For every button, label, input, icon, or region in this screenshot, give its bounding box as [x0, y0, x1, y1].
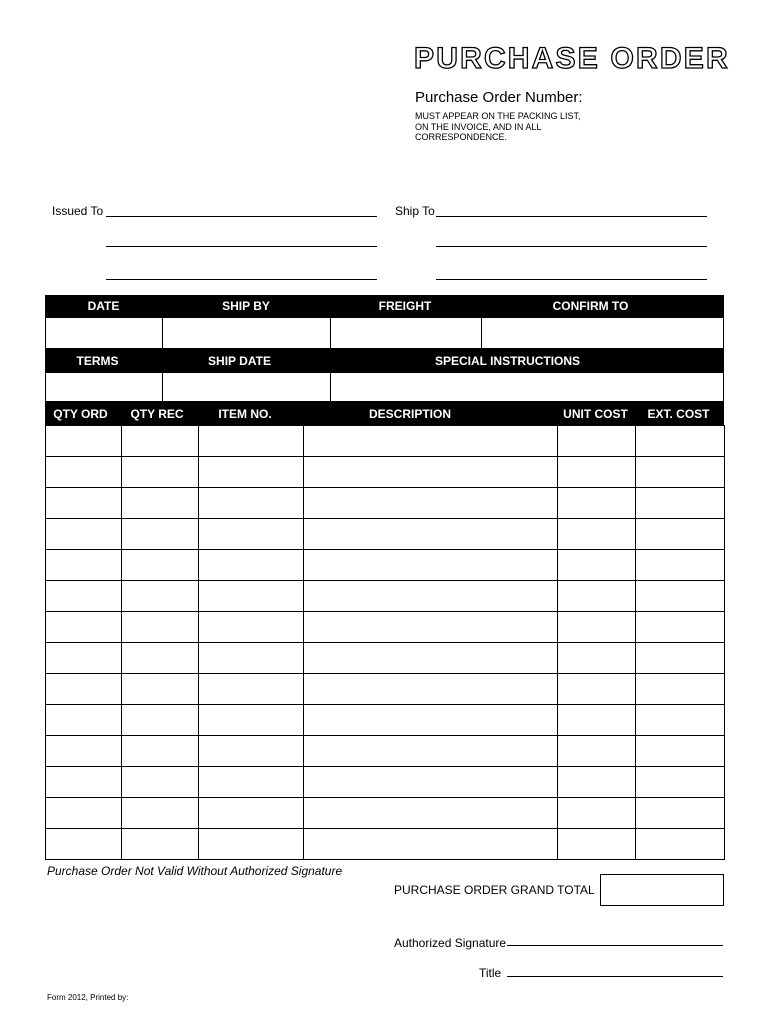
unit-cost-cell[interactable] [558, 767, 636, 798]
qty-rec-cell[interactable] [122, 829, 199, 860]
item-no-cell[interactable] [199, 519, 304, 550]
description-cell[interactable] [304, 767, 558, 798]
item-no-cell[interactable] [199, 643, 304, 674]
qty-ord-header: QTY ORD [53, 406, 108, 421]
ext-cost-cell[interactable] [636, 643, 725, 674]
qty-ord-cell[interactable] [46, 426, 122, 457]
qty-rec-cell[interactable] [122, 550, 199, 581]
issued-to-line-3[interactable] [106, 279, 377, 280]
qty-rec-cell[interactable] [122, 767, 199, 798]
table-row [46, 705, 725, 736]
issued-to-line-1[interactable] [106, 216, 377, 217]
freight-header: FREIGHT [378, 299, 432, 313]
terms-field[interactable] [46, 373, 162, 401]
ship-to-line-1[interactable] [436, 216, 707, 217]
qty-rec-cell[interactable] [122, 643, 199, 674]
table-row [46, 457, 725, 488]
authorized-signature-label: Authorized Signature [394, 936, 507, 950]
ship-date-field[interactable] [163, 373, 330, 401]
ship-by-field[interactable] [163, 318, 330, 348]
ext-cost-cell[interactable] [636, 488, 725, 519]
po-number-note: MUST APPEAR ON THE PACKING LIST, ON THE INVOICE, AND IN ALL CORRESPONDENCE. [415, 111, 581, 142]
signer-title-label: Title [479, 966, 502, 980]
unit-cost-cell[interactable] [558, 457, 636, 488]
description-cell[interactable] [304, 426, 558, 457]
qty-ord-cell[interactable] [46, 829, 122, 860]
ext-cost-cell[interactable] [636, 767, 725, 798]
unit-cost-cell[interactable] [558, 612, 636, 643]
po-number-label: Purchase Order Number: [415, 89, 583, 106]
item-no-cell[interactable] [199, 457, 304, 488]
item-no-cell[interactable] [199, 767, 304, 798]
qty-ord-cell[interactable] [46, 736, 122, 767]
unit-cost-cell[interactable] [558, 643, 636, 674]
confirm-to-header: CONFIRM TO [552, 299, 629, 313]
authorized-signature-line[interactable] [507, 945, 723, 946]
qty-rec-cell[interactable] [122, 798, 199, 829]
qty-rec-cell[interactable] [122, 426, 199, 457]
item-no-cell[interactable] [199, 674, 304, 705]
ext-cost-cell[interactable] [636, 581, 725, 612]
ship-to-line-3[interactable] [436, 279, 707, 280]
qty-ord-cell[interactable] [46, 550, 122, 581]
unit-cost-header: UNIT COST [563, 406, 628, 421]
signature-requirement-note: Purchase Order Not Valid Without Authorized Signature [47, 864, 343, 878]
table-row [46, 612, 725, 643]
form-printed-by-note: Form 2012, Printed by: [47, 993, 129, 1002]
description-cell[interactable] [304, 519, 558, 550]
qty-rec-cell[interactable] [122, 612, 199, 643]
unit-cost-cell[interactable] [558, 550, 636, 581]
qty-rec-cell[interactable] [122, 581, 199, 612]
description-header: DESCRIPTION [368, 406, 451, 421]
unit-cost-cell[interactable] [558, 581, 636, 612]
qty-rec-cell[interactable] [122, 488, 199, 519]
description-cell[interactable] [304, 581, 558, 612]
issued-to-line-2[interactable] [106, 246, 377, 247]
ext-cost-cell[interactable] [636, 829, 725, 860]
description-cell[interactable] [304, 457, 558, 488]
qty-ord-cell[interactable] [46, 488, 122, 519]
item-no-cell[interactable] [199, 488, 304, 519]
line-items-table [45, 425, 725, 860]
ship-by-header: SHIP BY [222, 299, 270, 313]
qty-ord-cell[interactable] [46, 612, 122, 643]
grand-total-field[interactable] [600, 874, 724, 906]
qty-rec-cell[interactable] [122, 519, 199, 550]
table-row [46, 426, 725, 457]
qty-ord-cell[interactable] [46, 519, 122, 550]
unit-cost-cell[interactable] [558, 426, 636, 457]
description-cell[interactable] [304, 643, 558, 674]
ship-date-header: SHIP DATE [208, 353, 271, 368]
item-no-cell[interactable] [199, 550, 304, 581]
ext-cost-cell[interactable] [636, 426, 725, 457]
unit-cost-cell[interactable] [558, 705, 636, 736]
table-row [46, 736, 725, 767]
qty-ord-cell[interactable] [46, 798, 122, 829]
qty-rec-cell[interactable] [122, 705, 199, 736]
item-no-cell[interactable] [199, 798, 304, 829]
ext-cost-cell[interactable] [636, 705, 725, 736]
qty-rec-cell[interactable] [122, 674, 199, 705]
table-row [46, 519, 725, 550]
unit-cost-cell[interactable] [558, 519, 636, 550]
ext-cost-header: EXT. COST [647, 406, 710, 421]
unit-cost-cell[interactable] [558, 736, 636, 767]
ext-cost-cell[interactable] [636, 550, 725, 581]
description-cell[interactable] [304, 829, 558, 860]
document-title: PURCHASE ORDER [414, 42, 730, 75]
table-row [46, 643, 725, 674]
qty-rec-cell[interactable] [122, 457, 199, 488]
item-no-cell[interactable] [199, 736, 304, 767]
item-no-cell[interactable] [199, 581, 304, 612]
issued-to-label: Issued To [52, 204, 104, 218]
unit-cost-cell[interactable] [558, 674, 636, 705]
ext-cost-cell[interactable] [636, 612, 725, 643]
table-row [46, 488, 725, 519]
table-row [46, 767, 725, 798]
ext-cost-cell[interactable] [636, 798, 725, 829]
item-no-cell[interactable] [199, 829, 304, 860]
description-cell[interactable] [304, 550, 558, 581]
item-no-cell[interactable] [199, 612, 304, 643]
qty-ord-cell[interactable] [46, 457, 122, 488]
item-no-cell[interactable] [199, 426, 304, 457]
order-info-header-2 [45, 349, 724, 372]
ship-to-line-2[interactable] [436, 246, 707, 247]
freight-field[interactable] [331, 318, 481, 348]
ship-to-label: Ship To [395, 204, 435, 218]
qty-rec-header: QTY REC [130, 406, 184, 421]
ext-cost-cell[interactable] [636, 519, 725, 550]
qty-ord-cell[interactable] [46, 674, 122, 705]
items-header [45, 402, 724, 425]
special-instructions-header: SPECIAL INSTRUCTIONS [434, 353, 581, 368]
description-cell[interactable] [304, 488, 558, 519]
description-cell[interactable] [304, 612, 558, 643]
table-row [46, 581, 725, 612]
qty-ord-cell[interactable] [46, 581, 122, 612]
description-cell[interactable] [304, 736, 558, 767]
signer-title-line[interactable] [507, 976, 723, 977]
description-cell[interactable] [304, 705, 558, 736]
terms-header: TERMS [76, 353, 119, 368]
qty-ord-cell[interactable] [46, 767, 122, 798]
qty-rec-cell[interactable] [122, 736, 199, 767]
table-row [46, 829, 725, 860]
date-field[interactable] [46, 318, 162, 348]
unit-cost-cell[interactable] [558, 488, 636, 519]
order-info-header-1 [45, 295, 724, 317]
qty-ord-cell[interactable] [46, 705, 122, 736]
item-no-header: ITEM NO. [218, 406, 272, 421]
unit-cost-cell[interactable] [558, 829, 636, 860]
description-cell[interactable] [304, 674, 558, 705]
unit-cost-cell[interactable] [558, 798, 636, 829]
date-header: DATE [87, 299, 120, 313]
special-instructions-field[interactable] [331, 373, 723, 401]
table-row [46, 798, 725, 829]
item-no-cell[interactable] [199, 705, 304, 736]
ext-cost-cell[interactable] [636, 736, 725, 767]
table-row [46, 674, 725, 705]
description-cell[interactable] [304, 798, 558, 829]
ext-cost-cell[interactable] [636, 457, 725, 488]
table-row [46, 550, 725, 581]
confirm-to-field[interactable] [482, 318, 723, 348]
qty-ord-cell[interactable] [46, 643, 122, 674]
grand-total-label: PURCHASE ORDER GRAND TOTAL [394, 883, 595, 897]
ext-cost-cell[interactable] [636, 674, 725, 705]
